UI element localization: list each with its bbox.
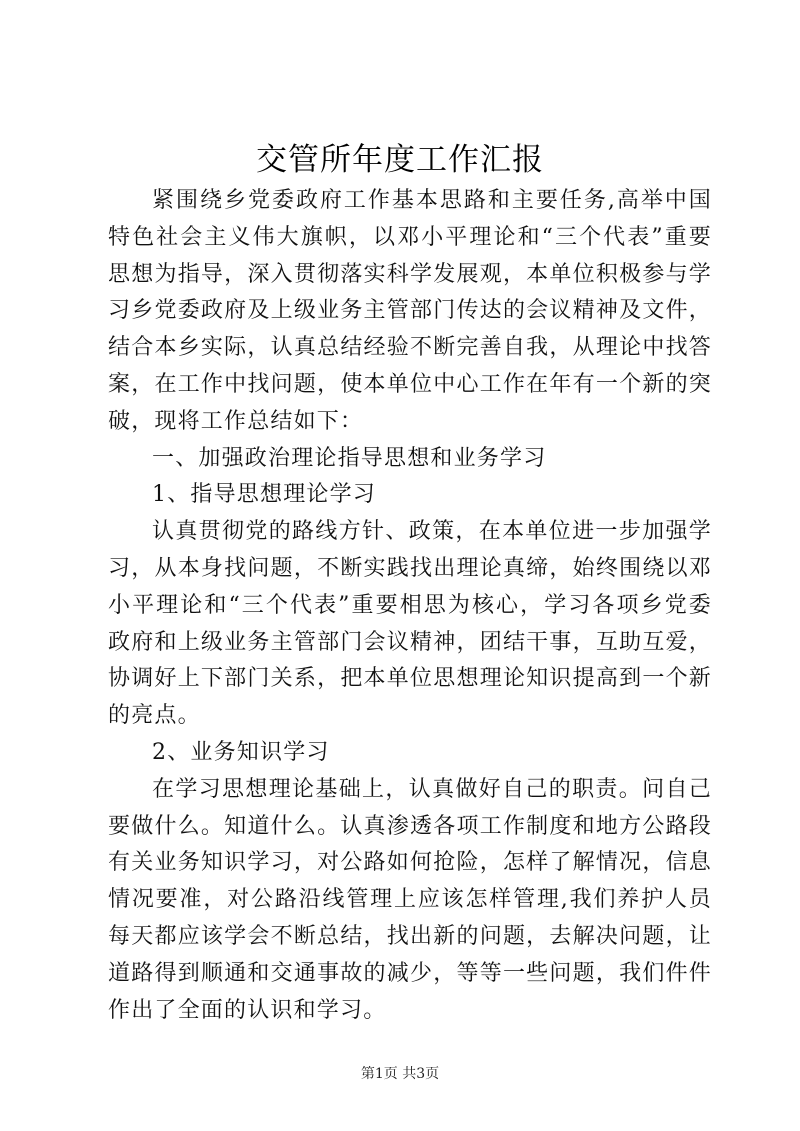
subsection-heading-2: 2、业务知识学习	[152, 739, 330, 765]
intro-paragraph: 紧围绕乡党委政府工作基本思路和主要任务,高举中国特色社会主义伟大旗帜，以邓小平理论和“三个代表”重要思想为指导，深入贯彻落实科学发展观，本单位积极参与学习乡党委政府及上级业务主管部门传达的会议精神及文件，结合本乡实际，认真总结经验不断完善自我，从理论中找答案，在工作中找问题，使本单位中心工作在年有一个新的突破，现将工作总结如下：	[108, 188, 712, 434]
page-footer: 第1页 共3页	[360, 1066, 440, 1082]
business-study-paragraph: 在学习思想理论基础上，认真做好自己的职责。问自己要做什么。知道什么。认真渗透各项工作制度和地方公路段有关业务知识学习，对公路如何抢险，怎样了解情况，信息情况要准，对公路沿线管理上应该怎样管理,我们养护人员每天都应该学会不断总结，找出新的问题，去解决问题，让道路得到顺通和交通事故的减少，等等一些问题，我们件件作出了全面的认识和学习。	[108, 776, 712, 1023]
theory-study-paragraph: 认真贯彻党的路线方针、政策，在本单位进一步加强学习，从本身找问题，不断实践找出理论真缔，始终围绕以邓小平理论和“三个代表”重要相思为核心，学习各项乡党委政府和上级业务主管部门会议精神，团结干事，互助互爱，协调好上下部门关系，把本单位思想理论知识提高到一个新的亮点。	[108, 519, 712, 729]
document-body	[108, 183, 712, 1029]
document-title: 交管所年度工作汇报	[256, 142, 544, 178]
subsection-heading-1: 1、指导思想理论学习	[152, 482, 376, 508]
section-heading-1: 一、加强政治理论指导思想和业务学习	[152, 445, 547, 471]
